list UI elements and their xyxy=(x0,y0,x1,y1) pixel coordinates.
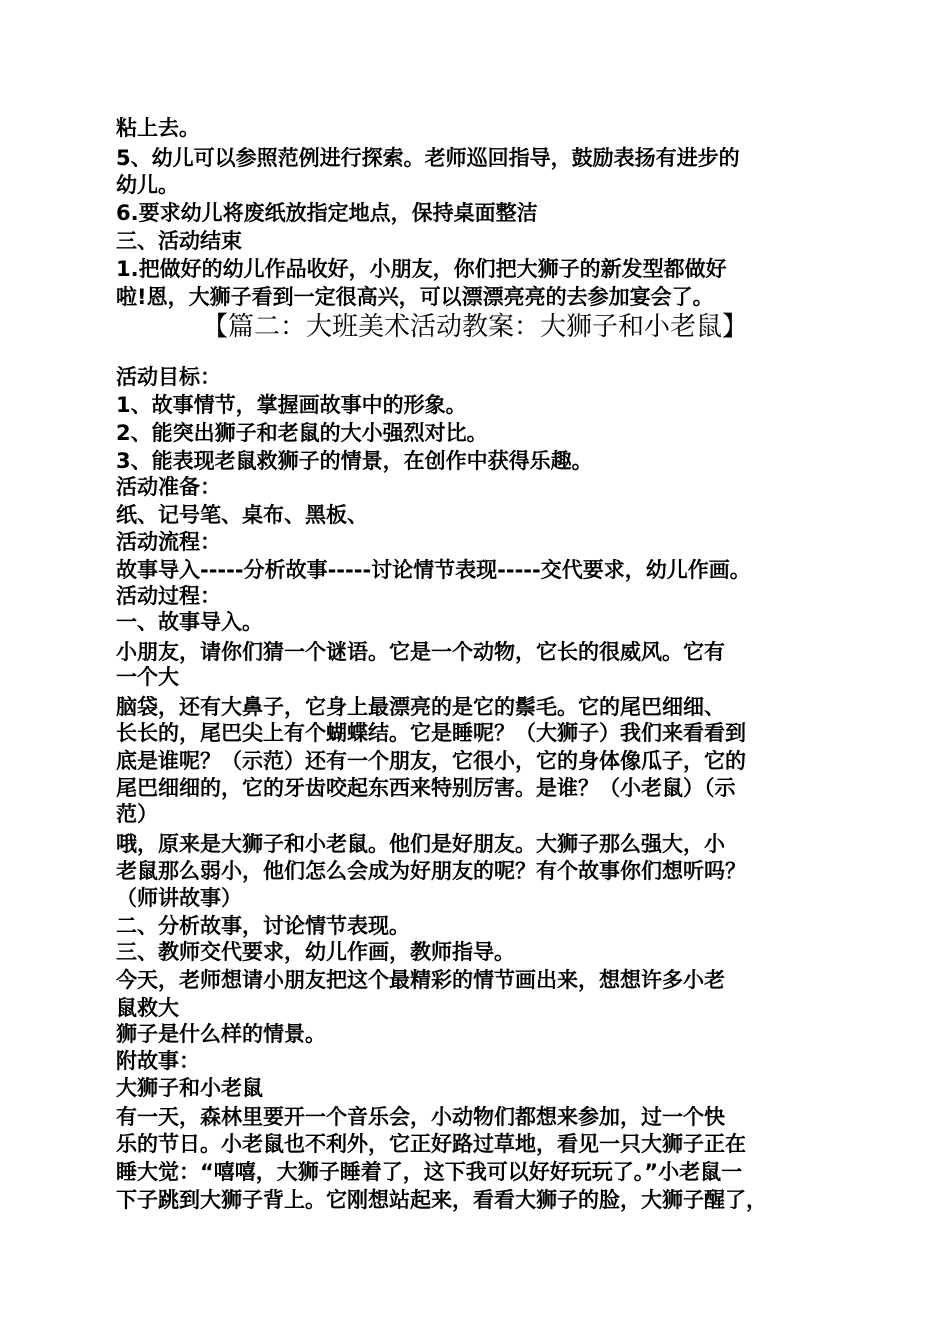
text-line: 附故事： xyxy=(116,1049,200,1073)
section-heading: 【篇二：大班美术活动教案：大狮子和小老鼠】 xyxy=(201,312,748,342)
text-line: 活动流程： xyxy=(116,530,221,554)
text-line: 3、能表现老鼠救狮子的情景，在创作中获得乐趣。 xyxy=(116,449,593,473)
text-line: 三、教师交代要求，幼儿作画，教师指导。 xyxy=(116,940,515,964)
text-line: 小朋友，请你们猜一个谜语。它是一个动物，它长的很威风。它有 xyxy=(116,640,725,664)
text-line: 故事导入-----分析故事-----讨论情节表现-----交代要求，幼儿作画。 xyxy=(116,558,751,582)
text-line: 有一天，森林里要开一个音乐会，小动物们都想来参加，过一个快 xyxy=(116,1105,725,1129)
text-line: 二、分析故事，讨论情节表现。 xyxy=(116,914,410,938)
text-line: （师讲故事） xyxy=(116,886,242,910)
text-line: 脑袋，还有大鼻子，它身上最漂亮的是它的鬃毛。它的尾巴细细、 xyxy=(116,695,725,719)
text-line: 范） xyxy=(116,802,158,826)
text-line: 鼠救大 xyxy=(116,996,179,1020)
text-line: 下子跳到大狮子背上。它刚想站起来，看看大狮子的脸，大狮子醒了， xyxy=(116,1188,767,1212)
text-line: 一个大 xyxy=(116,665,179,689)
text-line: 1.把做好的幼儿作品收好，小朋友，你们把大狮子的新发型都做好 xyxy=(116,257,727,281)
text-line: 睡大觉：“嘻嘻，大狮子睡着了，这下我可以好好玩玩了。”小老鼠一 xyxy=(116,1160,743,1184)
text-line: 活动准备： xyxy=(116,475,221,499)
text-line: 大狮子和小老鼠 xyxy=(116,1076,263,1100)
text-line: 5、幼儿可以参照范例进行探索。老师巡回指导，鼓励表扬有进步的 xyxy=(116,146,740,170)
text-line: 乐的节日。小老鼠也不利外，它正好路过草地，看见一只大狮子正在 xyxy=(116,1132,746,1156)
text-line: 幼儿。 xyxy=(116,173,179,197)
text-line: 哦，原来是大狮子和小老鼠。他们是好朋友。大狮子那么强大，小 xyxy=(116,832,725,856)
text-line: 6.要求幼儿将废纸放指定地点，保持桌面整洁 xyxy=(116,201,538,225)
text-line: 底是谁呢？（示范）还有一个朋友，它很小，它的身体像瓜子，它的 xyxy=(116,749,746,773)
text-line: 狮子是什么样的情景。 xyxy=(116,1022,326,1046)
text-line: 长长的，尾巴尖上有个蝴蝶结。它是睡呢？（大狮子）我们来看看到 xyxy=(116,721,746,745)
text-line: 2、能突出狮子和老鼠的大小强烈对比。 xyxy=(116,421,488,445)
text-line: 活动目标： xyxy=(116,365,221,389)
text-line: 粘上去。 xyxy=(116,116,200,140)
text-line: 尾巴细细的，它的牙齿咬起东西来特别厉害。是谁？（小老鼠）（示 xyxy=(116,776,736,800)
text-line: 今天，老师想请小朋友把这个最精彩的情节画出来，想想许多小老 xyxy=(116,968,725,992)
text-line: 啦!恩，大狮子看到一定很高兴，可以漂漂亮亮的去参加宴会了。 xyxy=(116,285,714,309)
text-line: 一、故事导入。 xyxy=(116,610,263,634)
text-line: 1、故事情节，掌握画故事中的形象。 xyxy=(116,393,467,417)
text-line: 三、活动结束 xyxy=(116,229,242,253)
text-line: 老鼠那么弱小，他们怎么会成为好朋友的呢？有个故事你们想听吗？ xyxy=(116,859,746,883)
text-line: 纸、记号笔、桌布、黑板、 xyxy=(116,503,368,527)
text-line: 活动过程： xyxy=(116,584,221,608)
